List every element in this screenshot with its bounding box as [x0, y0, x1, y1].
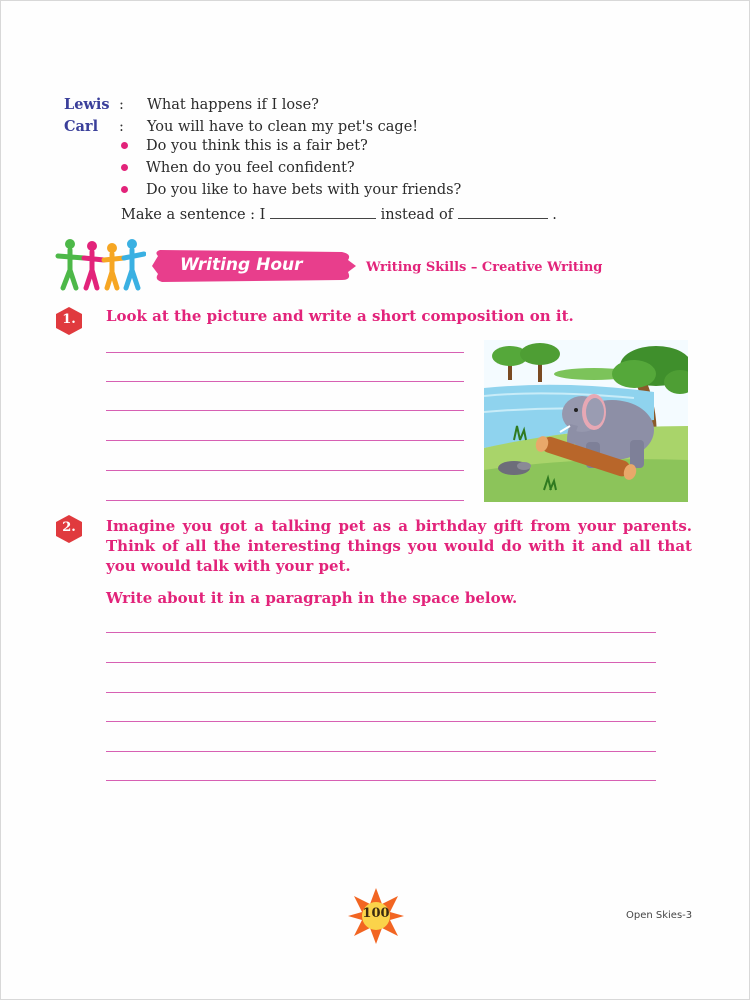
book-title: Open Skies-3: [626, 910, 693, 921]
speaker-name: Lewis: [64, 96, 110, 113]
writing-line[interactable]: [106, 500, 464, 501]
writing-line[interactable]: [106, 440, 464, 441]
writing-line[interactable]: [106, 381, 464, 382]
question-1-badge: [54, 306, 84, 336]
bullet-text: When do you feel confident?: [146, 160, 355, 176]
writing-hour-banner: [54, 236, 614, 294]
section-title: Writing Hour: [180, 255, 303, 275]
question-number: 1.: [62, 312, 76, 327]
bullet-item: [121, 182, 461, 198]
page-number-badge: [348, 888, 404, 944]
dialogue-line-carl: [0, 116, 750, 138]
sentence-blank-1[interactable]: [270, 204, 376, 219]
bullet-dot-icon: [121, 142, 128, 149]
section-subtitle: Writing Skills – Creative Writing: [366, 260, 603, 275]
question-2-badge: [54, 514, 84, 544]
writing-line[interactable]: [106, 721, 656, 722]
elephant-log-illustration: [484, 340, 688, 502]
bullet-dot-icon: [121, 164, 128, 171]
bullet-item: [121, 138, 368, 154]
writing-line[interactable]: [106, 632, 656, 633]
question-2-text: Imagine you got a talking pet as a birthday gift from your parents. Think of all the interesting things you would do with it and all that you would talk with your pet.: [106, 517, 692, 575]
writing-line[interactable]: [106, 352, 464, 353]
bullet-text: Do you think this is a fair bet?: [146, 138, 368, 154]
speaker-name: Carl: [64, 118, 99, 135]
question-2-instruction: Write about it in a paragraph in the space below.: [106, 589, 518, 607]
writing-line[interactable]: [106, 751, 656, 752]
bullet-dot-icon: [121, 186, 128, 193]
speaker-colon: :: [119, 119, 124, 135]
sentence-blank-2[interactable]: [458, 204, 548, 219]
speech-text: You will have to clean my pet's cage!: [147, 119, 419, 135]
question-1-text: Look at the picture and write a short composition on it.: [106, 307, 574, 325]
writing-line[interactable]: [106, 692, 656, 693]
kids-holding-hands-icon: [54, 236, 146, 292]
speaker-colon: :: [119, 97, 124, 113]
elephant-picture-icon: [484, 340, 688, 502]
question-number: 2.: [62, 520, 76, 535]
sentence-middle: instead of: [380, 207, 454, 223]
sentence-prefix: Make a sentence : I: [121, 207, 266, 223]
page-number: 100: [362, 906, 390, 921]
writing-line[interactable]: [106, 780, 656, 781]
sentence-suffix: .: [552, 207, 557, 223]
writing-line[interactable]: [106, 410, 464, 411]
writing-line[interactable]: [106, 662, 656, 663]
bullet-text: Do you like to have bets with your friends?: [146, 182, 462, 198]
speech-text: What happens if I lose?: [147, 97, 319, 113]
writing-line[interactable]: [106, 470, 464, 471]
bullet-item: [121, 160, 355, 176]
dialogue-line-lewis: [0, 94, 750, 116]
make-a-sentence: [121, 204, 557, 223]
